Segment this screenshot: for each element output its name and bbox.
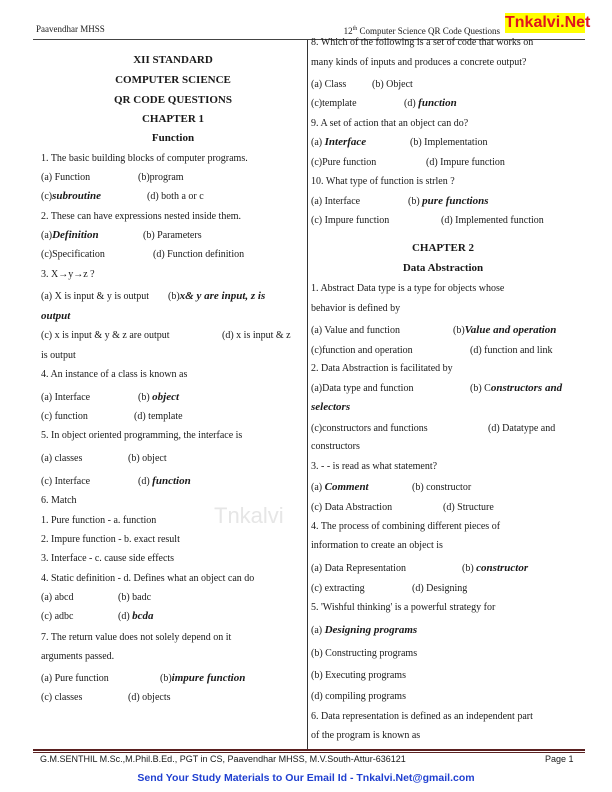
question-or-option xyxy=(41,591,73,604)
question-or-option xyxy=(41,514,156,527)
text: of the program is known as xyxy=(311,730,421,741)
question-or-option xyxy=(311,440,360,453)
question-or-option xyxy=(41,210,241,223)
question-or-option xyxy=(41,650,114,663)
question-or-option xyxy=(311,56,527,69)
question-or-option xyxy=(311,344,413,357)
answer-text: bcda xyxy=(132,610,154,622)
text: (d) Implemented function xyxy=(441,215,544,226)
option xyxy=(453,324,556,337)
text: (d) x is input & z xyxy=(222,330,291,341)
question-or-option xyxy=(311,460,437,473)
text: (c) Impure function xyxy=(311,215,390,226)
option xyxy=(441,214,544,227)
question-or-option xyxy=(311,710,533,723)
heading-text: CHAPTER 2 xyxy=(411,242,475,254)
text: many kinds of inputs and produces a concrete output? xyxy=(311,57,527,68)
question-or-option xyxy=(311,647,417,660)
text: (c)Pure function xyxy=(311,157,377,168)
option xyxy=(153,248,244,261)
text: (a) Pure function xyxy=(41,673,109,684)
question-or-option xyxy=(311,562,406,575)
text: (b) Object xyxy=(372,79,413,90)
section-heading xyxy=(73,132,273,145)
answer-text: Value and operation xyxy=(464,324,557,336)
question-or-option xyxy=(311,422,428,435)
question-or-option xyxy=(41,171,90,184)
question-or-option xyxy=(41,229,99,242)
answer-text: Definition xyxy=(52,229,99,241)
text: (c) classes xyxy=(41,692,83,703)
answer-text: constructor xyxy=(476,562,529,574)
text: 4. Static definition - d. Defines what an object can do xyxy=(41,573,255,584)
text: 3. Interface - c. cause side effects xyxy=(41,553,175,564)
text: (d) objects xyxy=(128,692,171,703)
option xyxy=(412,582,467,595)
column-divider xyxy=(307,40,308,750)
question-or-option xyxy=(41,329,170,342)
text: 4. An instance of a class is known as xyxy=(41,369,188,380)
option xyxy=(138,475,191,488)
section-heading xyxy=(343,242,543,255)
option xyxy=(118,591,151,604)
question-or-option xyxy=(311,156,376,169)
text: (d) compiling programs xyxy=(311,691,406,702)
title-rest: Computer Science QR Code Questions xyxy=(357,26,500,36)
option xyxy=(222,329,291,342)
text: 7. The return value does not solely depend on it xyxy=(41,632,232,643)
text: (d) Designing xyxy=(412,583,468,594)
question-or-option xyxy=(41,268,95,281)
text: (b) xyxy=(168,291,180,302)
text: 3. X→y→z ? xyxy=(41,269,95,280)
text: (c) function xyxy=(41,411,88,422)
answer-text: Comment xyxy=(324,481,369,493)
question-or-option xyxy=(41,310,70,323)
watermark: Tnkalvi xyxy=(214,503,284,528)
section-heading xyxy=(73,74,273,87)
option xyxy=(462,562,528,575)
option xyxy=(147,190,204,203)
option xyxy=(128,452,167,465)
text: (c) Interface xyxy=(41,476,91,487)
text: (d) xyxy=(138,476,153,487)
heading-text: COMPUTER SCIENCE xyxy=(115,74,231,86)
text: (a) xyxy=(311,482,325,493)
heading-text: CHAPTER 1 xyxy=(141,113,205,125)
heading-text: Data Abstraction xyxy=(402,262,484,274)
question-or-option xyxy=(311,175,455,188)
footer-rule-thin xyxy=(33,752,585,753)
text: (a) xyxy=(311,137,325,148)
text: (c) extracting xyxy=(311,583,365,594)
question-or-option xyxy=(311,362,453,375)
question-or-option xyxy=(311,324,400,337)
text: (a) Data Representation xyxy=(311,563,406,574)
text: (c)function and operation xyxy=(311,345,413,356)
text: 6. Match xyxy=(41,495,77,506)
answer-text: x& y are input, z is xyxy=(179,290,266,302)
text: (a) Interface xyxy=(311,196,361,207)
question-or-option xyxy=(41,368,187,381)
question-or-option xyxy=(311,382,413,395)
option xyxy=(138,171,184,184)
question-or-option xyxy=(311,195,360,208)
text: (b) Parameters xyxy=(143,230,202,241)
option xyxy=(118,610,154,623)
answer-text: pure functions xyxy=(422,195,489,207)
text: (c)constructors and functions xyxy=(311,423,428,434)
text: (a) X is input & y is output xyxy=(41,291,150,302)
text: 9. A set of action that an object can do? xyxy=(311,118,469,129)
title-sup: th xyxy=(352,26,358,32)
question-or-option xyxy=(311,539,443,552)
text: (d) Function definition xyxy=(153,249,245,260)
question-or-option xyxy=(41,691,82,704)
option xyxy=(404,97,457,110)
option xyxy=(426,156,505,169)
text: (d) Structure xyxy=(443,502,494,513)
text: (b) Implementation xyxy=(410,137,488,148)
question-or-option xyxy=(311,282,504,295)
question-or-option xyxy=(311,481,369,494)
text: (c) x is input & y & z are output xyxy=(41,330,170,341)
option xyxy=(410,136,487,149)
text: (d) function and link xyxy=(470,345,553,356)
text: (b) badc xyxy=(118,592,152,603)
text: (b) xyxy=(408,196,423,207)
text: (a) xyxy=(311,625,325,636)
question-or-option xyxy=(41,533,180,546)
question-or-option xyxy=(41,631,231,644)
text: (c) xyxy=(41,191,53,202)
tnkalvi-logo[interactable]: Tnkalvi.Net xyxy=(505,14,591,31)
text: (a) abcd xyxy=(41,592,74,603)
answer-text: Interface xyxy=(324,136,367,148)
option xyxy=(138,391,179,404)
text: (c) adbc xyxy=(41,611,74,622)
text: (a) Class xyxy=(311,79,347,90)
answer-text: subroutine xyxy=(52,190,102,202)
question-or-option xyxy=(41,429,242,442)
question-or-option xyxy=(41,190,101,203)
question-or-option xyxy=(311,582,365,595)
option xyxy=(143,229,202,242)
text: (a) Value and function xyxy=(311,325,400,336)
question-or-option xyxy=(311,97,357,110)
answer-text: impure function xyxy=(171,672,246,684)
option xyxy=(443,501,494,514)
question-or-option xyxy=(41,610,73,623)
text: 1. Abstract Data type is a type for objects whose xyxy=(311,283,505,294)
text: 4. The process of combining different pieces of xyxy=(311,521,501,532)
question-or-option xyxy=(311,624,417,637)
text: 2. Data Abstraction is facilitated by xyxy=(311,363,453,374)
header-title xyxy=(344,23,500,37)
footer-page-number: Page 1 xyxy=(545,754,574,764)
question-or-option xyxy=(41,672,109,685)
text: 5. In object oriented programming, the interface is xyxy=(41,430,243,441)
question-or-option xyxy=(311,520,500,533)
answer-text: onstructors and xyxy=(490,382,563,394)
title-prefix: 12 xyxy=(343,26,353,36)
text: (b) xyxy=(138,392,153,403)
question-or-option xyxy=(41,572,254,585)
question-or-option xyxy=(311,729,420,742)
text: behavior is defined by xyxy=(311,303,401,314)
text: (a)Data type and function xyxy=(311,383,414,394)
question-or-option xyxy=(311,669,406,682)
answer-text: Designing programs xyxy=(324,624,418,636)
question-or-option xyxy=(311,117,468,130)
answer-text: selectors xyxy=(311,401,351,413)
heading-text: Function xyxy=(151,132,195,144)
text: (d) both a or c xyxy=(147,191,204,202)
text: 5. 'Wishful thinking' is a powerful strategy for xyxy=(311,602,496,613)
heading-text: QR CODE QUESTIONS xyxy=(114,94,232,106)
option xyxy=(488,422,555,435)
question-or-option xyxy=(311,501,392,514)
text: 2. Impure function - b. exact result xyxy=(41,534,180,545)
text: (d) template xyxy=(134,411,183,422)
question-or-option xyxy=(311,36,533,49)
text: (c)Specification xyxy=(41,249,105,260)
text: 10. What type of function is strlen ? xyxy=(311,176,455,187)
section-heading xyxy=(73,113,273,126)
question-or-option xyxy=(41,452,82,465)
question-or-option xyxy=(41,494,77,507)
section-heading xyxy=(343,262,543,275)
header-school: Paavendhar MHSS xyxy=(36,24,105,34)
text: (b) xyxy=(160,673,172,684)
text: is output xyxy=(41,350,76,361)
question-or-option xyxy=(41,290,149,303)
text: 1. The basic building blocks of computer programs. xyxy=(41,153,248,164)
question-or-option xyxy=(311,690,406,703)
text: (a) classes xyxy=(41,453,83,464)
answer-text: function xyxy=(152,475,191,487)
text: (c)template xyxy=(311,98,357,109)
option xyxy=(168,290,265,303)
text: 6. Data representation is defined as an independent part xyxy=(311,711,533,722)
text: (b) constructor xyxy=(412,482,472,493)
text: (b)program xyxy=(138,172,184,183)
option xyxy=(160,672,245,685)
question-or-option xyxy=(311,214,389,227)
question-or-option xyxy=(311,302,400,315)
text: (b) xyxy=(453,325,465,336)
question-or-option xyxy=(41,248,105,261)
question-or-option xyxy=(41,410,88,423)
text: information to create an object is xyxy=(311,540,443,551)
option xyxy=(134,410,183,423)
answer-text: object xyxy=(152,391,180,403)
question-or-option xyxy=(41,349,76,362)
question-or-option xyxy=(41,552,174,565)
text: (b) object xyxy=(128,453,167,464)
question-or-option xyxy=(311,601,495,614)
option xyxy=(470,344,552,357)
question-or-option xyxy=(41,475,90,488)
text: arguments passed. xyxy=(41,651,115,662)
footer-author: G.M.SENTHIL M.Sc.,M.Phil.B.Ed., PGT in CS, Paavendhar MHSS, M.V.South-Attur-636121 xyxy=(40,754,406,764)
question-or-option xyxy=(311,136,366,149)
text: 1. Pure function - a. function xyxy=(41,515,157,526)
heading-text: XII STANDARD xyxy=(133,54,213,66)
question-or-option xyxy=(311,78,346,91)
text: constructors xyxy=(311,441,360,452)
text: (d) xyxy=(118,611,133,622)
option xyxy=(128,691,171,704)
footer-email-banner[interactable]: Send Your Study Materials to Our Email Id - Tnkalvi.Net@gmail.com xyxy=(137,772,475,784)
option xyxy=(412,481,471,494)
text: (a) Function xyxy=(41,172,91,183)
text: 2. These can have expressions nested inside them. xyxy=(41,211,242,222)
question-or-option xyxy=(41,391,90,404)
footer-rule xyxy=(33,749,585,751)
text: (a) xyxy=(41,230,53,241)
text: (d) xyxy=(404,98,419,109)
option xyxy=(470,382,562,395)
option xyxy=(372,78,413,91)
section-heading xyxy=(73,54,273,67)
option xyxy=(408,195,489,208)
text: (a) Interface xyxy=(41,392,91,403)
text: (b) xyxy=(462,563,477,574)
text: (d) Impure function xyxy=(426,157,505,168)
text: (b) Executing programs xyxy=(311,670,406,681)
text: (b) Constructing programs xyxy=(311,648,418,659)
text: (c) Data Abstraction xyxy=(311,502,393,513)
answer-text: function xyxy=(418,97,457,109)
text: (d) Datatype and xyxy=(488,423,556,434)
text: 8. Which of the following is a set of code that works on xyxy=(311,37,534,48)
question-or-option xyxy=(41,152,248,165)
text: 3. - - is read as what statement? xyxy=(311,461,438,472)
section-heading xyxy=(73,94,273,107)
text: (b) C xyxy=(470,383,491,394)
question-or-option xyxy=(311,401,350,414)
answer-text: output xyxy=(41,310,71,322)
